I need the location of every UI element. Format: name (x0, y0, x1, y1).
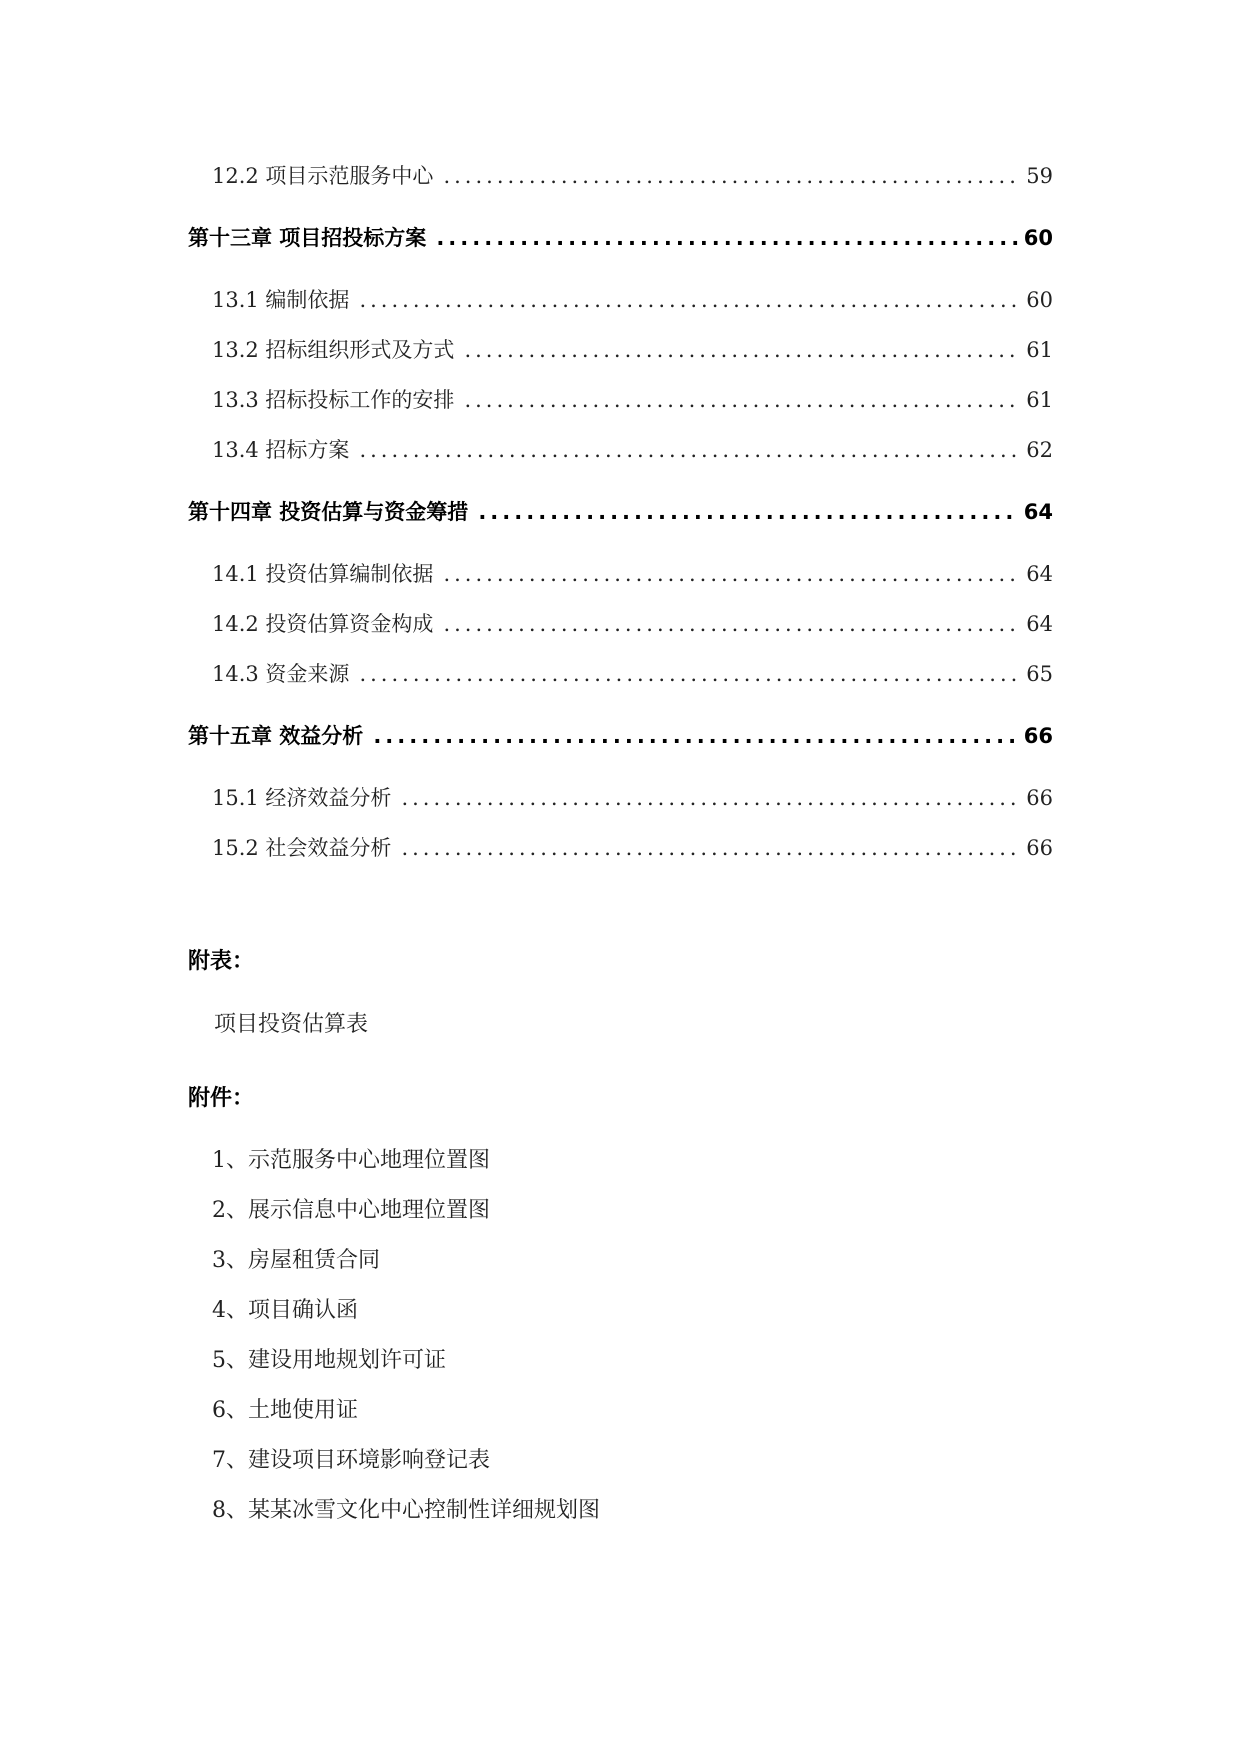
toc-leader (401, 786, 1020, 810)
toc-entry-title: 13.3 招标投标工作的安排 (212, 388, 455, 412)
toc-leader (359, 662, 1020, 686)
toc-entry-page: 60 (1026, 288, 1053, 312)
toc-entry-title: 15.1 经济效益分析 (212, 786, 392, 810)
toc-leader (359, 438, 1020, 462)
schedule-item[interactable]: 项目投资估算表 (214, 1012, 369, 1037)
toc-entry[interactable] (0, 160, 1241, 200)
toc-entry-page: 59 (1026, 164, 1053, 188)
toc-entry[interactable] (0, 658, 1241, 698)
toc-entry-title: 14.3 资金来源 (212, 662, 350, 686)
toc-chapter-entry[interactable] (0, 496, 1241, 536)
attachment-item[interactable]: 8、某某冰雪文化中心控制性详细规划图 (212, 1498, 600, 1523)
toc-leader (401, 836, 1020, 860)
toc-leader (436, 226, 1017, 250)
toc-entry-title: 13.2 招标组织形式及方式 (212, 338, 455, 362)
toc-entry-title: 13.4 招标方案 (212, 438, 350, 462)
toc-chapter-page: 66 (1023, 724, 1053, 748)
toc-chapter-entry[interactable] (0, 222, 1241, 262)
toc-entry-title: 12.2 项目示范服务中心 (212, 164, 434, 188)
toc-entry[interactable] (0, 782, 1241, 822)
attachment-item[interactable]: 3、房屋租赁合同 (212, 1248, 380, 1273)
toc-chapter-title: 第十三章 项目招投标方案 (188, 226, 427, 250)
attachments-heading: 附件： (188, 1086, 255, 1111)
toc-chapter-title: 第十四章 投资估算与资金筹措 (188, 500, 469, 524)
toc-chapter-page: 60 (1023, 226, 1053, 250)
toc-entry-title: 14.2 投资估算资金构成 (212, 612, 434, 636)
toc-entry-page: 64 (1026, 612, 1053, 636)
toc-chapter-entry[interactable] (0, 720, 1241, 760)
toc-entry[interactable] (0, 434, 1241, 474)
toc-leader (443, 164, 1020, 188)
toc-entry[interactable] (0, 334, 1241, 374)
toc-entry[interactable] (0, 832, 1241, 872)
toc-entry[interactable] (0, 558, 1241, 598)
toc-leader (359, 288, 1020, 312)
attachment-item[interactable]: 6、土地使用证 (212, 1398, 358, 1423)
toc-leader (478, 500, 1017, 524)
toc-entry[interactable] (0, 608, 1241, 648)
attachment-item[interactable]: 1、示范服务中心地理位置图 (212, 1148, 490, 1173)
toc-chapter-page: 64 (1023, 500, 1053, 524)
attachment-item[interactable]: 5、建设用地规划许可证 (212, 1348, 446, 1373)
toc-entry-title: 14.1 投资估算编制依据 (212, 562, 434, 586)
toc-entry[interactable] (0, 384, 1241, 424)
toc-entry-title: 13.1 编制依据 (212, 288, 350, 312)
toc-entry-page: 62 (1026, 438, 1053, 462)
toc-leader (443, 612, 1020, 636)
toc-entry-page: 64 (1026, 562, 1053, 586)
attachment-item[interactable]: 2、展示信息中心地理位置图 (212, 1198, 490, 1223)
toc-leader (464, 338, 1020, 362)
toc-entry-page: 61 (1026, 388, 1053, 412)
toc-entry-page: 66 (1026, 836, 1053, 860)
toc-entry-page: 61 (1026, 338, 1053, 362)
toc-chapter-title: 第十五章 效益分析 (188, 724, 364, 748)
toc-entry-title: 15.2 社会效益分析 (212, 836, 392, 860)
toc-leader (373, 724, 1017, 748)
schedules-heading: 附表： (188, 949, 255, 974)
attachment-item[interactable]: 4、项目确认函 (212, 1298, 358, 1323)
toc-entry-page: 65 (1026, 662, 1053, 686)
toc-leader (443, 562, 1020, 586)
toc-entry-page: 66 (1026, 786, 1053, 810)
toc-entry[interactable] (0, 284, 1241, 324)
toc-leader (464, 388, 1020, 412)
attachment-item[interactable]: 7、建设项目环境影响登记表 (212, 1448, 490, 1473)
